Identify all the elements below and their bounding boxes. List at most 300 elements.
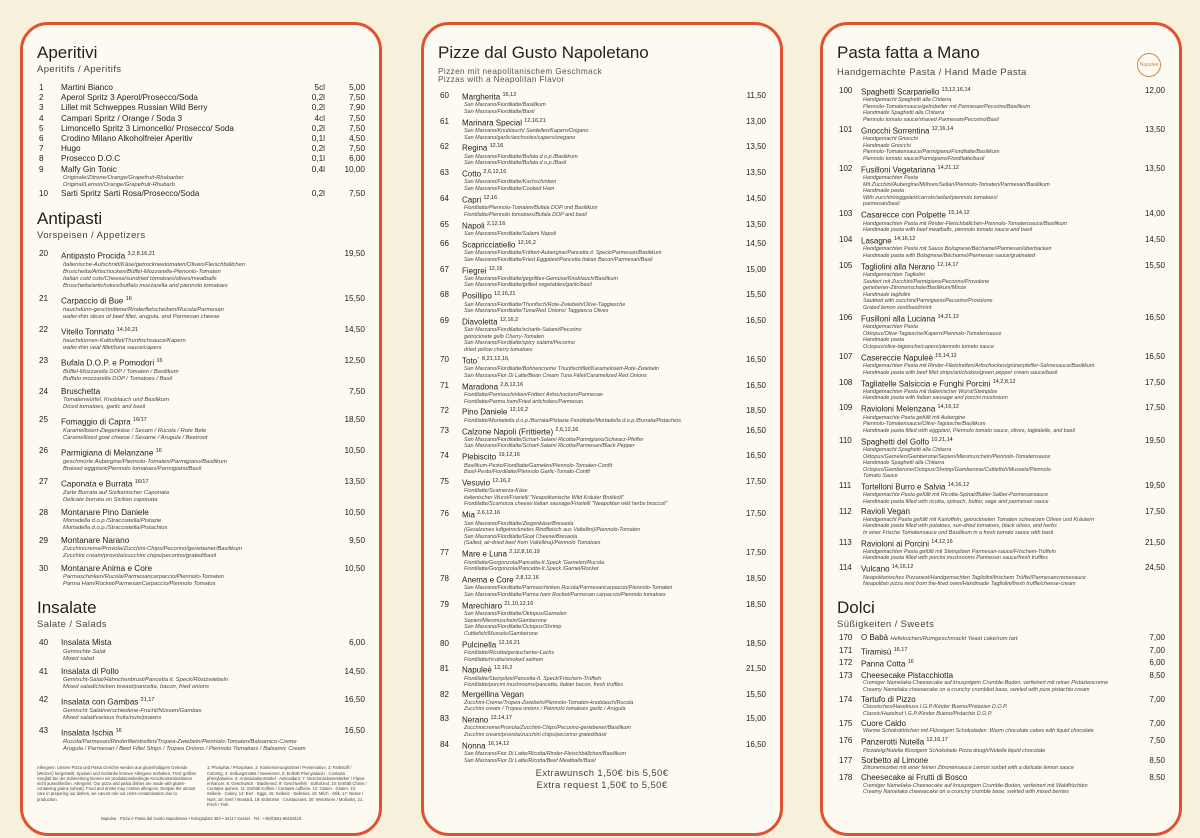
item-number: 40 — [39, 638, 49, 648]
item-number: 42 — [39, 694, 49, 704]
item-row — [837, 436, 1165, 447]
item-number: 2 — [39, 93, 44, 103]
item-description: San Marzano/Fiordilatte/Frittiert-Aubergine/Pancetta it. Speck/Parmesan/Basilikum — [464, 250, 662, 257]
item-row — [438, 509, 766, 520]
item-description: San Marzano/Knoblauch/ Sardellen/Kapern/Origano — [464, 127, 589, 134]
item-description: Piennolo-Tomatensauce/gehobelter mit Parmesan/Pecorino/Basilikum — [863, 103, 1030, 110]
item-description: Zarte Burrata auf Sizilianischer Caponata — [63, 489, 170, 496]
menu-item — [837, 507, 1165, 536]
item-description: San Marzano/garlic/anchovies/capers/oregano — [464, 134, 576, 141]
item-name — [462, 355, 726, 366]
item-description: Büffel-Mozzarella DOP / Tomaten / Basilikum — [63, 368, 179, 375]
item-title: Insalata di Pollo — [61, 666, 119, 676]
item-row — [837, 633, 1165, 645]
item-number: 64 — [440, 193, 449, 203]
menu-item — [837, 403, 1165, 434]
item-row — [438, 168, 766, 179]
menu-item — [438, 548, 766, 572]
section-subtitle: Salate / Salads — [37, 619, 107, 631]
menu-item — [37, 356, 365, 383]
item-description: San Marzano/Fiordilatte/gegrilltes-Gemüse/Knoblauch/Basilikum — [464, 275, 619, 282]
item-row — [438, 451, 766, 462]
item-number: 177 — [839, 755, 853, 765]
item-name — [61, 83, 297, 93]
item-price: 10,50 — [344, 564, 365, 574]
item-price: 19,50 — [344, 249, 365, 259]
item-price: 7,50 — [1149, 736, 1165, 746]
item-description: Handgemacht Gnocchi — [863, 136, 918, 143]
item-description: Originale/Zitrone/Orange/Grapefruit-Rhabarber — [63, 174, 184, 181]
item-price: 18,50 — [745, 406, 766, 416]
item-title: Spaghetti del Golfo — [861, 437, 930, 447]
item-row — [837, 719, 1165, 729]
allergen-codes: 8,21,12,16, — [482, 355, 510, 362]
item-title: Ravioloni ai Porcini — [861, 539, 930, 549]
item-description: Fiordilatte/Steinpilze/Pancetta-It. Speck/Frischem-Trüffeln — [464, 675, 602, 682]
allergen-codes: 16 — [156, 357, 163, 364]
item-description: Cuttlefish/Mussels/Gamberone — [464, 630, 538, 637]
item-title: Marechiaro — [462, 601, 503, 611]
item-name — [861, 261, 1125, 272]
item-description: Mortadella d.o.p./Stracciatella/Pistazie — [63, 518, 162, 524]
item-name — [462, 574, 726, 585]
item-description: Handgemachten Pasta mit Sauce Bolognese/Béchamel/Parmesan/überbacken — [863, 246, 1052, 253]
allergen-codes: 12,16,2 — [494, 665, 513, 672]
item-price: 14,50 — [344, 324, 365, 334]
item-price: 12,00 — [1144, 86, 1165, 95]
item-title: Antipasto Procida — [61, 251, 126, 261]
menu-item — [837, 646, 1165, 657]
extra-request-en: Extra request 1,50€ to 5,50€ — [536, 780, 668, 792]
item-number: 78 — [440, 574, 449, 583]
item-description: Handmade pasta filled with potatoes, sun-dried tomatoes, black olives, and herbs — [863, 523, 1057, 530]
allergen-codes: 2,12,16 — [486, 220, 506, 227]
menu-item — [438, 406, 766, 424]
menu-panel-right — [820, 22, 1182, 836]
item-description: Italian cold cuts/Cheese/sundried tomatoes/olives/meatballs — [63, 275, 217, 282]
allergen-codes: 19,12,16 — [498, 452, 520, 459]
item-price: 10,00 — [344, 164, 365, 174]
item-volume: 5cl — [314, 83, 325, 92]
allergen-footer — [37, 765, 367, 807]
item-price: 19,50 — [1144, 481, 1165, 491]
item-description: Zucchini-Creme/Tropea-Zwiebeln/Piennolo-Tomaten-knoblauch/Rucola — [464, 699, 634, 706]
item-price: 14,50 — [1144, 235, 1165, 245]
menu-item — [37, 124, 365, 134]
item-number: 25 — [39, 414, 49, 424]
allergen-codes: 21,17 — [140, 696, 155, 703]
item-name — [61, 249, 325, 262]
allergen-codes: 16/17 — [134, 478, 149, 485]
item-row — [37, 154, 365, 164]
allergen-codes: 12,16,2 — [509, 407, 528, 414]
menu-item — [37, 189, 365, 199]
item-description: San Marzano/Fiordilatte/Bufala d.o.p./Basil — [464, 160, 567, 167]
item-description: San Marzano/Fior Di Latte/Ricotta/Rinder-Fleischbällchen/Basilikum — [464, 751, 626, 758]
menu-item — [438, 714, 766, 738]
item-description: San Marzano/Fior Di Latte/Ricotta/Beef Meatballs/Basil — [464, 757, 596, 764]
item-description: San Marzano/Fiordilatte/Cooked Ham — [464, 186, 555, 193]
allergen-codes: 10,21,14 — [931, 436, 953, 443]
menu-item — [837, 633, 1165, 645]
item-number: 110 — [839, 435, 852, 445]
item-name — [462, 265, 726, 276]
item-title: Nonna — [462, 741, 486, 751]
item-name — [861, 378, 1125, 389]
menu-item — [438, 740, 766, 764]
item-price: 18,50 — [745, 638, 766, 648]
menu-item — [37, 508, 365, 532]
item-description: Handgemachten Pasta gefüllt mit Steinpilzen Parmesan-sauce/Frischem-Trüffeln — [863, 548, 1056, 555]
item-price: 18,50 — [344, 414, 365, 424]
item-description: (Gesalzenes luftgetrocknetes Rindfleisch aus Valtellini)/Piennolo-Tomaten — [464, 527, 641, 534]
item-price: 17,50 — [745, 548, 766, 558]
item-description: geschmorte Aubergine/Piennolo-Tomaten/Parmigiano/Basilikum — [63, 458, 227, 465]
item-name — [861, 538, 1125, 549]
item-description: Sautéed with zucchini/Parmigiano/Pecorino/Provolone — [863, 298, 993, 305]
allergen-codes: 2,8,12,16 — [500, 381, 524, 388]
item-description: Neapolitanisches Pizzanest/Handgemachten Tagliolini/frischem Trüffel/Parmesancremesauce — [863, 574, 1086, 581]
item-description: Cremiger Namelaka-Cheesecake auf knusprigem Crumble-Boden, verfeinert mit reiner Pistaziencreme — [863, 680, 1109, 687]
allergen-codes: 16 — [125, 295, 132, 302]
item-row — [837, 125, 1165, 136]
item-title: Margherita — [462, 92, 501, 102]
item-description: San Marzano/Fiordilatte/Parmaschinken Rucola/Parmesancarpaccio/Piennolo-Tomaten — [464, 585, 673, 592]
menu-item — [37, 93, 365, 103]
item-description: Piennolo-Tomatensauce/Parmigiano/Fiordilatte/Basilikum — [863, 149, 1000, 156]
item-description: San Marzano/Fiordilatte/Bohnencreme Thunfischfilet/Karamelisiert-Rote-Zwiebeln — [464, 366, 660, 373]
menu-item — [837, 313, 1165, 351]
item-row — [37, 134, 365, 144]
allergen-codes: 21,10,12,16 — [504, 600, 534, 607]
item-list — [438, 91, 766, 764]
item-price: 7,50 — [349, 386, 365, 396]
item-price: 13,50 — [1144, 163, 1165, 173]
item-price: 6,00 — [349, 154, 365, 164]
menu-item — [837, 719, 1165, 735]
item-price: 17,50 — [1144, 506, 1165, 516]
item-price: 14,50 — [745, 193, 766, 203]
item-number: 79 — [440, 599, 449, 609]
item-price: 7,50 — [349, 144, 365, 154]
menu-item — [37, 325, 365, 352]
item-description: San Marzano/Fior Di Latte/Bean Cream Tuna Fillet/Caramelized Red Onions — [464, 372, 647, 379]
item-description: Handgemachte Pasta gefüllt mit Ricotta-Spinat/Butter-Salbei-Parmesansauce — [863, 492, 1049, 499]
item-description: Rucola/Parmesan/Rinderfiletstreifen/Tropea-Zwiebeln/Piennolo-Tomaten/Balsamico-Creme — [63, 738, 297, 745]
allergen-codes: 16,12 — [502, 92, 517, 98]
item-list — [837, 86, 1165, 588]
item-row — [438, 639, 766, 650]
item-description: Gemischte Salat — [63, 648, 106, 655]
item-name — [462, 220, 726, 231]
item-name — [462, 548, 726, 559]
section-subtitle: Süßigkeiten / Sweets — [837, 618, 935, 630]
item-name — [861, 507, 1125, 517]
item-description: Handmade tagliolini — [863, 291, 911, 298]
menu-item — [837, 658, 1165, 669]
item-price: 7,50 — [349, 113, 365, 123]
allergen-codes: 16/17 — [132, 416, 147, 423]
item-row — [37, 446, 365, 459]
menu-item — [438, 316, 766, 354]
item-description: Creamy Namelaka cheesecake on a crunchy crumbled base, swirled with pure pistachio cream — [863, 686, 1090, 693]
menu-item — [837, 235, 1165, 259]
item-name — [61, 189, 297, 199]
allergen-codes: 14,2,8,12 — [992, 378, 1016, 385]
item-name — [861, 209, 1125, 220]
item-description: Zucchinicreme/Provola/Zucchini-Chips/Pecorino-geriebener/Basilikum — [464, 725, 631, 732]
item-name — [462, 168, 726, 179]
item-name — [861, 125, 1125, 136]
menu-item — [438, 477, 766, 508]
additives-legend: 1: Phosphat / Phosphate, 2: Konservierungsmittel / Preservative, 3: Farbstoff / Coloring, 4: Süßungsmittel / Sweetener, 5: Enthält Phenylalanin · Contains phenylalanine, 6: Antioxidationsmittel · Antioxidant, 7: Geschmacksverstärker / Flavor enhancer, 8: Geschwärzt · Blackened, 9: Geschwefelt · Sulfurized, 10: Enthält Chinin / Contains quinine, 11: Enthält Koffein / Contains caffeine, 12: Gluten · Gluten, 13: Sellerie · Celery, 14: Eier · Eggs, 15: Sellerie · Selleries, 16: Milch · Milk, 17: Nüsse / Nuts, 18: Senf / Mustard, 19: Erdnüsse · Crustaceans, 20: Weichtiere / Mollusks, 21: Fisch / Fish — [207, 765, 367, 807]
item-description: parmesan/basil — [863, 201, 900, 208]
item-title: Vulcano — [861, 564, 890, 574]
item-title: Capri — [462, 195, 482, 205]
item-description: Pizzateig/Nutella flüssigem Schokolade Pizza dough/Nutella liquid chocolate — [863, 747, 1046, 754]
menu-item — [438, 194, 766, 218]
item-price: 8,50 — [1149, 755, 1165, 765]
item-price: 17,50 — [745, 509, 766, 519]
item-name — [462, 91, 726, 102]
item-description: Braised eggplant/Piennolo tomatoes/Parmigiano/Basil — [63, 465, 202, 472]
item-name — [861, 756, 1125, 766]
item-description: Buffalo mozzarella DOP / Tomatoes / Basil — [63, 375, 173, 382]
item-number: 30 — [39, 564, 49, 574]
item-row — [837, 773, 1165, 783]
menu-item — [438, 509, 766, 547]
item-row — [438, 740, 766, 751]
menu-item — [837, 736, 1165, 754]
item-row — [837, 235, 1165, 246]
item-description: Piennolo-Tomatensauce/Olive-Tagiasche/Basilikum — [863, 421, 986, 428]
item-description: Octopus/olive-tagiasche/capers/piennolo tomato sauce — [863, 343, 994, 350]
item-number: 172 — [839, 658, 853, 668]
item-number: 26 — [39, 445, 49, 455]
item-description: San Marzano/Fiordilatte/Salami Napoli — [464, 230, 556, 237]
allergen-codes: 16,17 — [893, 646, 908, 653]
allergen-codes: 12,16 — [483, 194, 498, 201]
allergen-codes: 12,16,21 — [494, 291, 516, 298]
item-title: Ravioloni Melenzana — [861, 404, 936, 414]
item-number: 100 — [839, 86, 853, 95]
item-title: Insalata Ischia — [61, 728, 114, 738]
item-title: Mergellina Vegan — [462, 690, 524, 700]
item-description: Original/Lemon/Orange/Grapefruit-Rhubarb — [63, 181, 175, 188]
item-number: 83 — [440, 714, 449, 724]
item-description: Octopus/Gamberone/Octopus/Shrimp/Gamberone/Cuttlefish/Mussels/Piennolo — [863, 466, 1051, 473]
item-price: 17,50 — [1144, 377, 1165, 387]
item-title: Aperol Spritz 3 Aperol/Prosecco/Soda — [61, 93, 198, 103]
menu-item — [837, 481, 1165, 505]
item-description: Fiordilatte/Parma ham/Fried artichokes/Parmesan — [464, 398, 583, 405]
item-volume: 4cl — [314, 113, 325, 123]
item-volume: 0,2l — [311, 93, 325, 103]
item-row — [837, 86, 1165, 97]
item-name — [61, 667, 325, 677]
item-price: 10,50 — [344, 507, 365, 517]
item-row — [837, 538, 1165, 549]
item-description: Handgemacht Pasta gefüllt mit Kartoffeln, getrockneten Tomaten schwarzen Oliven und Kräutern — [863, 516, 1095, 523]
item-price: 24,50 — [1144, 563, 1165, 573]
item-title: Spaghetti Scarpariello — [861, 87, 940, 97]
item-name — [861, 671, 1125, 681]
item-title: Vitello Tonnato — [61, 327, 115, 337]
item-row — [37, 695, 365, 708]
item-title: Scapricciatiello — [462, 240, 516, 250]
section-title: Antipasti — [37, 209, 103, 229]
item-name — [61, 93, 297, 103]
allergen-codes: 3,2,8,16,21 — [127, 251, 155, 258]
allergen-codes: 14,12,16 — [931, 538, 953, 545]
item-row — [438, 316, 766, 327]
allergen-codes: 16,14,12 — [487, 740, 510, 747]
item-price: 7,00 — [1149, 632, 1165, 642]
item-description: hauchdünn-geschnittene/Rinderfletscheiben/Rucola/Parmesan — [63, 306, 224, 313]
menu-item — [37, 536, 365, 560]
item-title: O Babà — [861, 632, 889, 642]
item-description: San Marzano/Fiordilatte/Basil — [464, 108, 535, 115]
item-row — [837, 209, 1165, 220]
item-description: San Marzano/Fiordilatte/spicy salami/Pecorino — [464, 340, 575, 347]
item-row — [438, 239, 766, 250]
item-price: 7,50 — [349, 93, 365, 103]
item-description: Zucchini cream/provola/zucchini chips/pecorino grated/basil — [464, 732, 607, 739]
item-price: 5,00 — [349, 83, 365, 92]
item-title: Limoncello Spritz 3 Limoncello/ Prosecco/ Soda — [61, 123, 234, 133]
item-title: Toto` — [462, 356, 480, 366]
item-price: 7,50 — [349, 123, 365, 133]
item-number: 106 — [839, 312, 853, 322]
item-title: Gnocchi Sorrentina — [861, 126, 930, 136]
item-row — [837, 695, 1165, 705]
allergen-codes: 15,14,12 — [948, 210, 970, 217]
item-description: Arugula / Parmesan / Beef Fillet Strips / Tropea Onions / Piennolo Tomatoes / Balsamic Cream — [63, 745, 306, 752]
item-description: (Salted, air-dried beef from Valtellina)/Piennolo Tomatoes — [464, 540, 601, 547]
item-description: Diced tomatoes, garlic and basil — [63, 403, 146, 410]
item-row — [837, 658, 1165, 669]
item-description: Handmade pasta with beef meatballs, piennolo tomato sauce and basil — [863, 227, 1033, 234]
item-row — [37, 249, 365, 262]
menu-item — [37, 114, 365, 124]
allergen-codes: 12,14,17 — [937, 261, 959, 268]
allergen-codes: 16 — [907, 659, 914, 666]
item-title: Napoli — [462, 221, 485, 231]
allergen-codes: 2,12,8,16,19 — [509, 549, 540, 556]
item-title: Sarti Spritz Sarti Rosa/Prosecco/Soda — [61, 188, 200, 198]
item-name — [61, 134, 297, 144]
menu-panel-middle — [421, 22, 783, 836]
item-description: Grated lemon zest/basil/mint — [863, 305, 932, 312]
menu-item — [37, 134, 365, 144]
item-title: Parmigiana di Melanzane — [61, 448, 154, 458]
item-row — [837, 481, 1165, 492]
menu-item — [438, 142, 766, 166]
item-description: Mixed salad — [63, 655, 94, 662]
item-description: Handmade Gnocchi — [863, 142, 911, 149]
item-name — [462, 381, 726, 392]
item-title: Plebiscito — [462, 452, 497, 462]
item-price: 15,00 — [745, 714, 766, 724]
menu-item — [438, 91, 766, 115]
item-title: Bruschetta — [61, 386, 101, 396]
item-description: Classic/Hazelnut I.G.P./Kinder Bueno/Pistachio D.O.P. — [863, 711, 993, 717]
item-number: 29 — [39, 536, 49, 545]
item-price: 7,00 — [1149, 645, 1165, 655]
item-description: Fiordilatte/Piennolo tomatoes/Bufala DOP and basil — [464, 211, 587, 218]
menu-item — [438, 355, 766, 379]
allergen-codes: 12,16,2 — [492, 478, 511, 485]
item-name — [462, 239, 726, 250]
item-number: 112 — [839, 506, 852, 516]
item-title: Hugo — [61, 144, 81, 154]
item-description: Handgemacht Spaghetti alla Chitarra — [863, 446, 952, 453]
item-number: 20 — [39, 249, 49, 259]
menu-item — [37, 103, 365, 113]
item-description: Piennolo tomato sauce/Parmigiano/Fiordilatte/basil — [863, 155, 985, 162]
item-description: Bruschetta/Artischocken/Büffel-Mozzarella-Pienonlo-Tomaten — [63, 268, 221, 275]
item-description: Piennolo tomato sauce/shaved Parmesan/Pecorino/Basil — [863, 117, 999, 124]
menu-item — [37, 165, 365, 189]
item-description: Handmade pasta with Bolognese/Béchamel/Parmesan sauce/gratinated — [863, 252, 1036, 259]
item-description: Handgemachten Tagliolini — [863, 272, 925, 279]
item-price: 17,50 — [745, 477, 766, 487]
item-number: 3 — [39, 103, 44, 113]
item-name — [861, 736, 1125, 747]
allergen-codes: 12,16,17 — [926, 737, 948, 744]
item-name — [861, 695, 1125, 705]
menu-item — [837, 261, 1165, 312]
menu-item — [37, 638, 365, 662]
item-row — [837, 261, 1165, 272]
allergen-codes: 14,16,12 — [947, 482, 970, 489]
item-number: 77 — [440, 548, 449, 558]
item-title: Pulcinella — [462, 640, 497, 650]
item-number: 5 — [39, 123, 44, 133]
item-row — [438, 290, 766, 301]
item-title: Lillet mit Schweppes Russian Wild Berry — [61, 103, 208, 113]
menu-item — [837, 773, 1165, 796]
item-number: 24 — [39, 386, 49, 396]
item-price: 19,50 — [1144, 435, 1165, 445]
item-price: 9,50 — [349, 536, 365, 545]
item-title: Ravioli Vegan — [861, 506, 910, 516]
item-description: Handgemacht Spaghetti alla Chitarra — [863, 97, 952, 104]
item-description: Fiordilatte/Gorgonzola/Pancetta-It.Speck 'Garnelen/Rucola — [464, 559, 605, 566]
item-description: Zucchinicreme/Provola/Zucchini-Chips/Pecorino/geriebener/Basilikum — [63, 546, 243, 553]
menu-item — [37, 387, 365, 411]
item-number: 178 — [839, 773, 853, 782]
item-description: Fiordilatte/Scamerza-Käse — [464, 488, 528, 495]
item-number: 72 — [440, 406, 449, 416]
allergen-codes: 16 — [155, 447, 162, 454]
item-name — [861, 773, 1125, 783]
item-row — [37, 667, 365, 677]
item-title: Maradona — [462, 382, 499, 392]
item-price: 16,50 — [745, 451, 766, 461]
item-title: Marinara Special — [462, 118, 523, 128]
item-price: 7,00 — [1149, 694, 1165, 704]
section-title: Dolci — [837, 597, 875, 617]
item-description: Basilikum-Pesto/Fiordilatte/Gamelen/Piennolo-Tomaten-Confit — [464, 462, 613, 469]
item-name — [462, 600, 726, 611]
item-price: 16,50 — [745, 425, 766, 435]
item-row — [438, 406, 766, 417]
allergen-codes: 16 — [115, 727, 122, 734]
item-name — [61, 477, 325, 490]
section-insalate — [37, 598, 365, 752]
item-name — [462, 477, 726, 488]
